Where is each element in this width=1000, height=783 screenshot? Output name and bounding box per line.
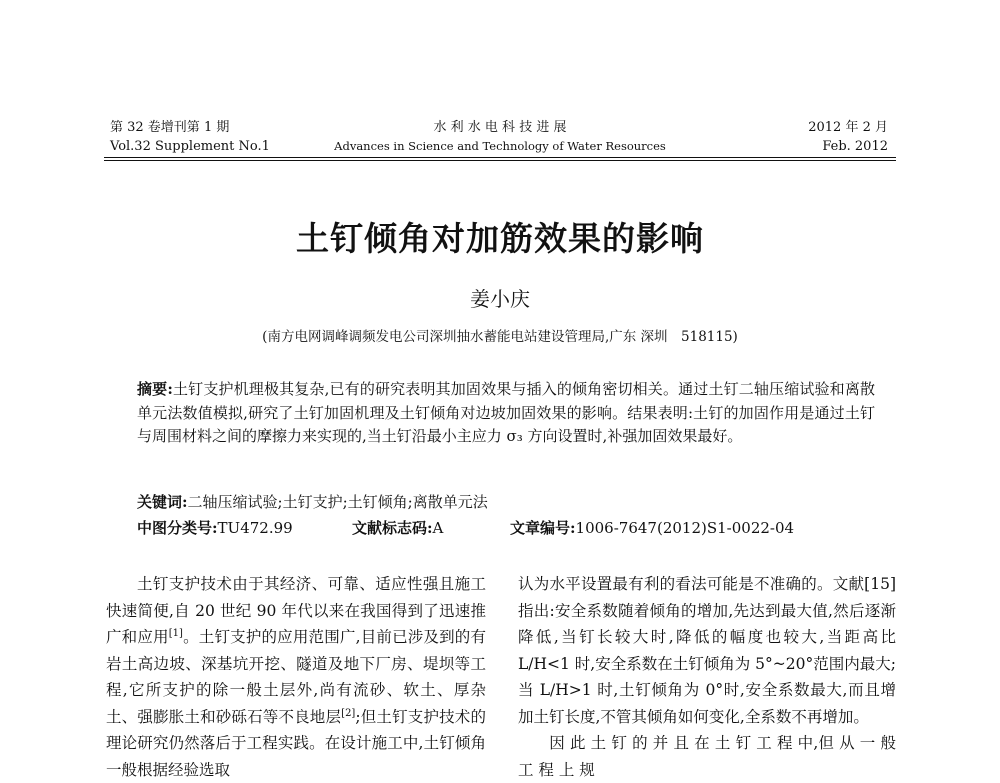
- issue-volume-en: Vol.32 Supplement No.1: [110, 139, 270, 154]
- issue-date-en: Feb. 2012: [822, 139, 888, 154]
- body-left-column: [106, 571, 486, 783]
- issue-date-cn: 2012 年 2 月: [808, 120, 888, 135]
- keywords-text: 二轴压缩试验;土钉支护;土钉倾角;离散单元法: [187, 493, 488, 511]
- doc-code-label: 文献标志码:: [352, 519, 433, 537]
- clc-value: TU472.99: [217, 519, 293, 537]
- abstract: [137, 378, 875, 449]
- clc-number: [137, 517, 352, 539]
- body-left-text-3: ;但土钉支护技术的理论研究仍然落后于工程实践。在设计施工中,土钉倾角一般根据经验选取: [106, 707, 486, 779]
- document-code: [352, 517, 510, 539]
- article-number-label: 文章编号:: [510, 519, 576, 537]
- keywords-label: 关键词:: [137, 493, 188, 511]
- keywords: [137, 491, 875, 513]
- body-right-text: 认为水平设置最有利的看法可能是不准确的。文献[15]指出:安全系数随着倾角的增加,先达到最大值,然后逐渐降低,当钉长较大时,降低的幅度也较大,当距高比 L/H<1 时,安全系数在土钉倾角为 5°~20°范围内最大;当 L/H>1 时,土钉倾角为 0°时,安全系数最大,而且增加土钉长度,不管其倾角如何变化,全系数不再增加。: [518, 575, 896, 726]
- author-affiliation: (南方电网调峰调频发电公司深圳抽水蓄能电站建设管理局,广东 深圳 518115): [262, 329, 738, 345]
- doc-code-value: A: [432, 519, 444, 537]
- clc-label: 中图分类号:: [137, 519, 218, 537]
- body-right-column: [518, 571, 896, 783]
- journal-name-en: Advances in Science and Technology of Water Resources: [334, 139, 666, 153]
- paper-title: 土钉倾角对加筋效果的影响: [296, 219, 704, 258]
- header-rule-thin: [104, 160, 896, 161]
- abstract-label: 摘要:: [137, 380, 173, 398]
- body-left-text-1: 土钉支护技术由于其经济、可靠、适应性强且施工快速简便,自 20 世纪 90 年代以来在我国得到了迅速推广和应用: [106, 575, 486, 646]
- article-number: [510, 517, 794, 539]
- body-left-text-2: 。土钉支护的应用范围广,目前已涉及到的有岩土高边坡、深基坑开挖、隧道及地下厂房、堤坝等工程,它所支护的除一般土层外,尚有流砂、软土、厚杂土、强膨胀土和砂砾石等不良地层: [106, 628, 486, 726]
- article-number-value: 1006-7647(2012)S1-0022-04: [575, 519, 795, 537]
- body-right-tail: 因 此 土 钉 的 并 且 在 土 钉 工 程 中,但 从 一 般 工 程 上 规: [518, 734, 896, 779]
- citation-ref-1: [1]: [168, 627, 183, 639]
- issue-date: [808, 118, 888, 156]
- classification-line: [137, 517, 877, 539]
- journal-name-cn: 水 利 水 电 科 技 进 展: [433, 120, 567, 135]
- issue-volume-cn: 第 32 卷增刊第 1 期: [110, 120, 230, 135]
- citation-ref-2: [2]: [341, 707, 356, 719]
- header-rule-thick: [104, 157, 896, 158]
- paper-author: 姜小庆: [470, 287, 530, 311]
- abstract-text: 土钉支护机理极其复杂,已有的研究表明其加固效果与插入的倾角密切相关。通过土钉二轴压缩试验和离散单元法数值模拟,研究了土钉加固机理及土钉倾角对边坡加固效果的影响。结果表明:土钉的加固作用是通过土钉与周围材料之间的摩擦力来实现的,当土钉沿最小主应力 σ₃ 方向设置时,补强加固效果最好。: [137, 380, 875, 445]
